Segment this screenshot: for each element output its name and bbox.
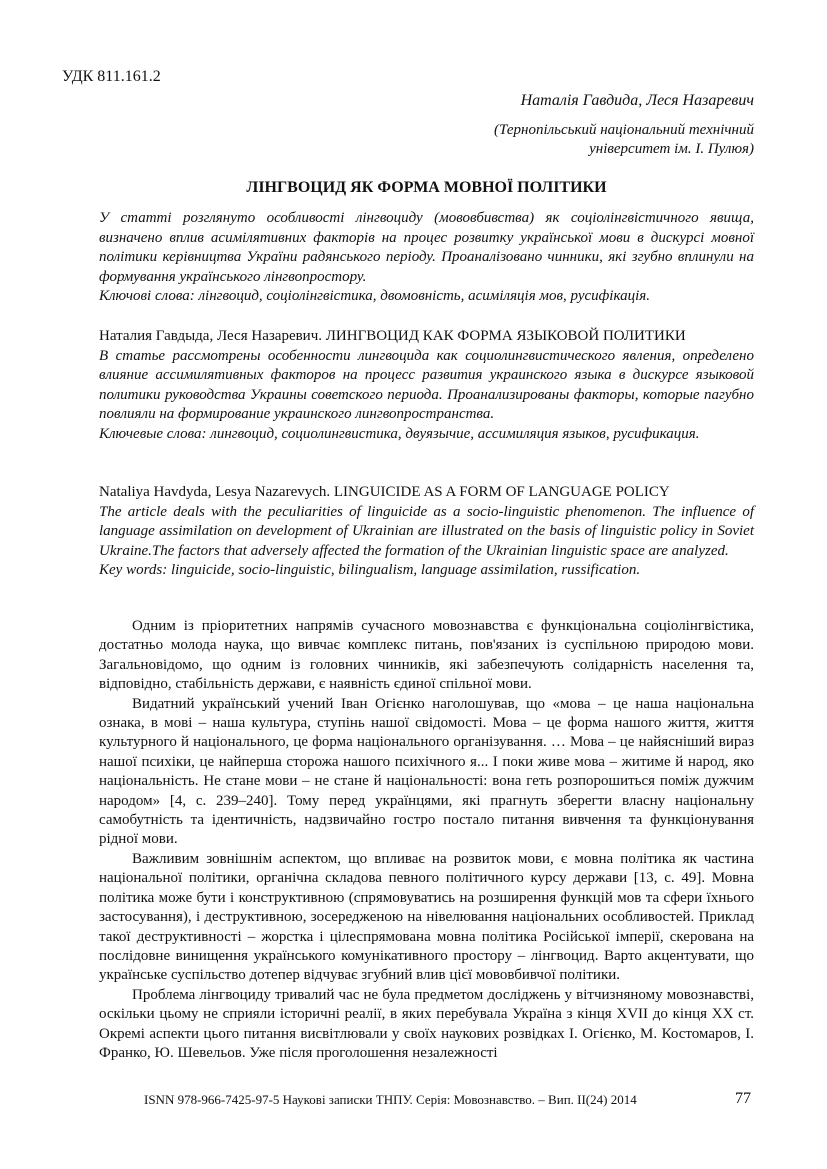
keywords: Ключові слова: лінгвоцид, соціолінгвістика, двомовність, асиміляція мов, русифікація.: [99, 288, 650, 304]
paragraph: Одним із пріоритетних напрямів сучасного мовознавства є функціональна соціолінгвістика, достатньо молода наука, що вивчає комплекс питань, пов'язаних із суспільною природою мови. Загальновідомо, що одним із головних чинників, які забезпечують солідарність населення та, відповідно, стабільність держави, є наявність єдиної спільної мови.: [99, 618, 754, 693]
abstract-text: The article deals with the peculiarities of linguicide as a socio-linguistic phenomenon. The influence of language assimilation on development of Ukrainian are illustrated on the basis of linguistic policy in Soviet Ukraine.The factors that adversely affected the formation of the Ukrainian linguistic space are analyzed.: [99, 503, 754, 559]
authors: Наталія Гавдида, Леся Назаревич: [520, 92, 754, 109]
affiliation-line: університет ім. І. Пулюя): [589, 141, 754, 157]
abstract-text: В статье рассмотрены особенности лингвоцида как социолингвистического явления, определено влияние ассимилятивных факторов на процесс развития украинского языка в дискурсе языковой политики руководства Украины советского периода. Проанализированы факторы, которые пагубно повлияли на формирование украинского лингвопространства.: [99, 347, 754, 422]
paragraph: Проблема лінгвоциду тривалий час не була предметом досліджень у вітчизняному мовознавстві, оскільки цьому не сприяли історичні реалії, в яких перебувала Україна з кінця XVII до кінця XX ст. Окремі аспекти цього питання висвітлювали у своїх наукових розвідках І. Огієнко, М. Костомаров, І. Франко, Ю. Шевельов. Уже після проголошення незалежності: [99, 986, 754, 1061]
abstract-text: У статті розглянуто особливості лінгвоциду (мововбивства) як соціолінгвістичного явища, визначено вплив асимілятивних факторів на процес розвитку української мови в дискурсі мовної політики керівництва України радянського періоду. Проаналізовано чинники, які згубно вплинули на формування українського лінгвопростору.: [99, 210, 754, 285]
article-body: [99, 617, 754, 1063]
abstract-english: [99, 483, 754, 581]
affiliation: [434, 121, 754, 159]
paragraph: Видатний український учений Іван Огієнко наголошував, що «мова – це наша національна ознака, в мові – наша культура, ступінь нашої свідомості. Мова – це форма нашого життя, життя культурного й національного, це форма національного організування. … Мова – це найясніший вираз нашої психіки, це найперша сторожа нашого психічного я... І поки живе мова – житиме й народ, яко національність. Не стане мови – не стане й національності: вона геть розпорошиться поміж дужчим народом» [4, с. 239–240]. Тому перед українцями, які прагнуть зберегти власну національну самобутність та ідентичність, надзвичайно гостро постало питання вивчення та функціонування рідної мови.: [99, 695, 754, 848]
affiliation-line: (Тернопільський національний технічний: [494, 122, 754, 138]
abstract-ukrainian: [99, 209, 754, 307]
page-number: 77: [735, 1090, 751, 1107]
journal-info: ISNN 978-966-7425-97-5 Наукові записки ТНПУ. Серія: Мовознавство. – Вип. ІІ(24) 2014: [144, 1092, 637, 1107]
abstract-heading: Nataliya Havdyda, Lesya Nazarevych. LINGUICIDE AS A FORM OF LANGUAGE POLICY: [99, 484, 670, 500]
keywords: Ключевые слова: лингвоцид, социолингвистика, двуязычие, ассимиляция языков, русификация.: [99, 425, 700, 442]
keywords: Key words: linguicide, socio-linguistic, bilingualism, language assimilation, russification.: [99, 562, 641, 578]
article-title: ЛІНГВОЦИД ЯК ФОРМА МОВНОЇ ПОЛІТИКИ: [246, 179, 607, 196]
udk-code: УДК 811.161.2: [62, 68, 161, 85]
paragraph: Важливим зовнішнім аспектом, що впливає на розвиток мови, є мовна політика як частина національної політики, органічна складова певного політичного курсу держави [13, с. 49]. Мовна політика може бути і конструктивною (спрямовуватись на розширення функцій мов та сфери їхнього застосування), і деструктивною, зосередженою на нівелювання національних особливостей. Приклад такої деструктивності – жорстка і цілеспрямована мовна політика Російської імперії, скерована на послідовне винищення українського комунікативного простору – лінгвоцид. Варто акцентувати, що українське суспільство дотепер відчуває згубний влив цієї мововбивчої політики.: [99, 850, 754, 984]
abstract-heading: Наталия Гавдыда, Леся Назаревич. ЛИНГВОЦИД КАК ФОРМА ЯЗЫКОВОЙ ПОЛИТИКИ: [99, 328, 686, 344]
abstract-russian: [99, 327, 754, 444]
